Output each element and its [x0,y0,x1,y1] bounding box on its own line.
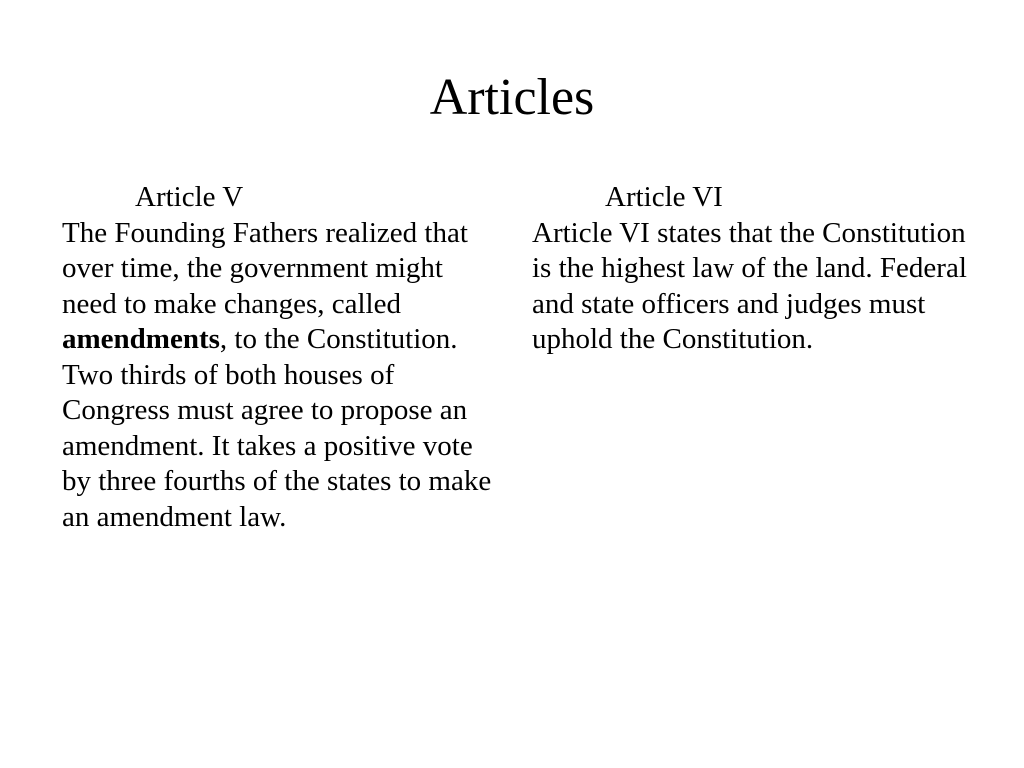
article-v-text-start: The Founding Fathers realized that over time, the government might need to make changes, called [62,216,468,320]
article-vi-body: Article VI states that the Constitution is the highest law of the land. Federal and state officers and judges must uphold the Constitution. [532,216,967,355]
slide-title: Articles [429,69,595,126]
article-v-heading: Article V [135,181,244,213]
article-vi-heading: Article VI [605,181,723,213]
article-v-body [62,216,502,536]
article-v-text-end: , to the Constitution. Two thirds of both houses of Congress must agree to propose an amendment. It takes a positive vote by three fourths of the states to make an amendment law. [62,323,492,533]
amendments-term: amendments [62,323,220,355]
article-v-column [62,180,502,535]
article-vi-column [532,180,972,358]
